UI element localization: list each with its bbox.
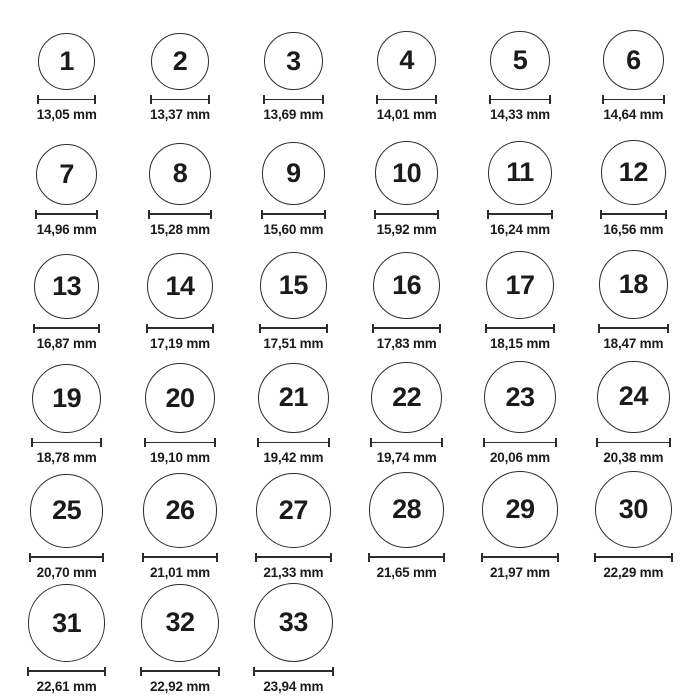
- ring-circle: [482, 471, 558, 547]
- ring-size-cell: [594, 467, 673, 581]
- ring-size-number: 22: [392, 382, 422, 413]
- ring-circle: [601, 140, 666, 205]
- ring-size-cell: [29, 467, 105, 581]
- diameter-measure-line: [37, 95, 96, 104]
- ring-size-cell: [370, 353, 443, 467]
- ring-size-cell: [257, 353, 330, 467]
- ring-size-number: 23: [505, 381, 535, 412]
- diameter-measure-line: [602, 95, 664, 104]
- ring-size-cell: [602, 10, 664, 124]
- ring-size-cell: [37, 10, 97, 124]
- diameter-label: 22,29 mm: [603, 564, 664, 580]
- ring-circle: [369, 472, 445, 548]
- ring-circle: [38, 33, 95, 90]
- diameter-label: 22,92 mm: [150, 679, 210, 694]
- ring-circle: [603, 30, 663, 90]
- diameter-measure-line: [485, 324, 555, 333]
- ring-size-number: 6: [626, 44, 641, 75]
- ring-size-number: 13: [52, 270, 82, 301]
- ring-size-number: 19: [52, 383, 82, 414]
- ring-size-number: 5: [512, 44, 528, 75]
- ring-circle: [264, 32, 322, 90]
- ring-size-cell: [253, 582, 334, 696]
- diameter-label: 19,74 mm: [376, 450, 437, 466]
- ring-size-cell: [31, 353, 102, 467]
- diameter-label: 18,78 mm: [36, 450, 97, 466]
- diameter-label: 21,97 mm: [490, 564, 550, 580]
- diameter-label: 18,15 mm: [490, 336, 550, 351]
- diameter-label: 14,96 mm: [36, 221, 97, 237]
- ring-circle: [143, 473, 217, 547]
- diameter-label: 19,42 mm: [263, 450, 324, 466]
- diameter-measure-line: [483, 438, 557, 447]
- diameter-label: 15,28 mm: [150, 221, 210, 237]
- diameter-label: 14,01 mm: [376, 107, 437, 123]
- ring-size-cell: [598, 239, 669, 353]
- ring-size-number: 29: [505, 494, 535, 525]
- diameter-measure-line: [148, 210, 212, 219]
- ring-size-cell: [489, 10, 551, 124]
- ring-size-number: 14: [165, 270, 195, 301]
- diameter-label: 13,05 mm: [36, 107, 97, 123]
- diameter-label: 22,61 mm: [36, 679, 97, 694]
- ring-circle: [30, 474, 104, 548]
- ring-size-number: 32: [165, 607, 195, 638]
- ring-circle: [28, 584, 106, 662]
- ring-size-number: 33: [278, 607, 308, 637]
- ring-size-cell: [150, 10, 210, 124]
- diameter-label: 20,38 mm: [603, 450, 664, 466]
- ring-circle: [595, 471, 672, 548]
- ring-size-number: 16: [392, 269, 422, 300]
- ring-size-number: 20: [165, 382, 195, 413]
- diameter-label: 17,51 mm: [263, 336, 324, 351]
- ring-size-number: 28: [392, 494, 422, 525]
- diameter-measure-line: [27, 667, 107, 676]
- ring-size-number: 17: [505, 269, 535, 300]
- diameter-label: 23,94 mm: [263, 679, 324, 694]
- ring-circle: [260, 252, 327, 319]
- diameter-label: 16,87 mm: [36, 336, 97, 351]
- diameter-measure-line: [376, 95, 437, 104]
- diameter-measure-line: [257, 438, 330, 447]
- ring-circle: [145, 363, 215, 433]
- diameter-measure-line: [263, 95, 323, 104]
- diameter-measure-line: [31, 438, 102, 447]
- diameter-label: 15,92 mm: [376, 221, 437, 237]
- ring-size-number: 21: [278, 382, 308, 413]
- diameter-measure-line: [35, 210, 98, 219]
- ring-size-cell: [35, 124, 98, 238]
- diameter-label: 17,19 mm: [150, 336, 210, 351]
- diameter-measure-line: [600, 210, 667, 219]
- ring-circle: [36, 144, 97, 205]
- ring-size-number: 24: [618, 381, 648, 412]
- diameter-label: 13,37 mm: [150, 107, 210, 123]
- ring-circle: [32, 364, 101, 433]
- diameter-measure-line: [150, 95, 210, 104]
- ring-size-number: 15: [278, 270, 308, 301]
- ring-size-cell: [259, 239, 328, 353]
- ring-circle: [34, 254, 99, 319]
- diameter-label: 20,06 mm: [490, 450, 550, 466]
- ring-size-number: 2: [172, 45, 188, 76]
- ring-circle: [256, 473, 331, 548]
- ring-circle: [147, 253, 213, 319]
- ring-size-number: 11: [506, 157, 534, 188]
- ring-circle: [377, 31, 436, 90]
- ring-size-number: 31: [52, 607, 82, 638]
- ring-size-cell: [261, 124, 326, 238]
- diameter-measure-line: [370, 438, 443, 447]
- ring-size-number: 8: [172, 158, 188, 189]
- diameter-measure-line: [596, 438, 671, 447]
- ring-size-number: 27: [278, 494, 308, 525]
- ring-size-cell: [148, 124, 212, 238]
- ring-size-cell: [485, 239, 555, 353]
- ring-size-cell: [481, 467, 559, 581]
- ring-size-number: 25: [52, 495, 82, 526]
- diameter-measure-line: [594, 553, 673, 562]
- ring-size-cell: [255, 467, 332, 581]
- ring-size-cell: [33, 239, 100, 353]
- diameter-measure-line: [140, 667, 220, 676]
- diameter-measure-line: [372, 324, 441, 333]
- ring-size-number: 30: [618, 493, 648, 524]
- diameter-label: 14,33 mm: [490, 107, 550, 123]
- ring-size-cell: [146, 239, 214, 353]
- diameter-label: 14,64 mm: [603, 107, 664, 123]
- ring-size-number: 1: [59, 46, 74, 77]
- ring-size-cell: [487, 124, 553, 238]
- diameter-measure-line: [261, 210, 326, 219]
- ring-size-cell: [374, 124, 439, 238]
- ring-size-cell: [27, 582, 107, 696]
- diameter-label: 16,56 mm: [603, 221, 664, 237]
- diameter-label: 21,01 mm: [150, 564, 210, 580]
- ring-size-cell: [140, 582, 220, 696]
- ring-circle: [151, 33, 209, 91]
- ring-size-cell: [483, 353, 557, 467]
- ring-circle: [141, 584, 219, 662]
- ring-size-cell: [376, 10, 437, 124]
- ring-circle: [486, 251, 554, 319]
- diameter-measure-line: [481, 553, 559, 562]
- ring-circle: [262, 142, 325, 205]
- diameter-label: 21,33 mm: [263, 564, 324, 580]
- diameter-measure-line: [29, 553, 105, 562]
- diameter-label: 13,69 mm: [263, 107, 324, 123]
- diameter-label: 20,70 mm: [36, 564, 97, 580]
- ring-size-number: 26: [165, 495, 195, 526]
- ring-size-cell: [372, 239, 441, 353]
- ring-size-number: 18: [618, 269, 648, 300]
- ring-size-cell: [600, 124, 667, 238]
- ring-size-cell: [142, 467, 218, 581]
- diameter-measure-line: [146, 324, 214, 333]
- diameter-label: 18,47 mm: [603, 336, 664, 351]
- ring-size-number: 4: [399, 45, 414, 76]
- ring-size-cell: [263, 10, 323, 124]
- ring-size-number: 10: [392, 157, 422, 188]
- ring-circle: [258, 363, 329, 434]
- ring-size-number: 12: [618, 156, 648, 187]
- ring-size-cell: [368, 467, 446, 581]
- diameter-label: 16,24 mm: [490, 221, 550, 237]
- ring-size-number: 3: [286, 45, 301, 76]
- ring-circle: [254, 583, 333, 662]
- ring-circle: [488, 141, 552, 205]
- ring-circle: [490, 31, 550, 91]
- diameter-label: 15,60 mm: [263, 221, 324, 237]
- diameter-label: 17,83 mm: [376, 336, 437, 351]
- diameter-measure-line: [368, 553, 446, 562]
- diameter-label: 21,65 mm: [376, 564, 437, 580]
- diameter-label: 19,10 mm: [150, 450, 210, 466]
- diameter-measure-line: [598, 324, 669, 333]
- ring-size-cell: [596, 353, 671, 467]
- ring-size-number: 9: [286, 157, 301, 188]
- diameter-measure-line: [487, 210, 553, 219]
- ring-circle: [597, 361, 670, 434]
- diameter-measure-line: [374, 210, 439, 219]
- diameter-measure-line: [33, 324, 100, 333]
- diameter-measure-line: [255, 553, 332, 562]
- ring-size-cell: [144, 353, 216, 467]
- ring-circle: [375, 141, 438, 204]
- diameter-measure-line: [142, 553, 218, 562]
- ring-circle: [484, 361, 556, 433]
- ring-circle: [599, 250, 668, 319]
- diameter-measure-line: [144, 438, 216, 447]
- ring-circle: [373, 252, 440, 319]
- diameter-measure-line: [259, 324, 328, 333]
- ring-circle: [371, 362, 442, 433]
- diameter-measure-line: [253, 667, 334, 676]
- ring-size-number: 7: [59, 158, 74, 189]
- diameter-measure-line: [489, 95, 551, 104]
- ring-circle: [149, 143, 211, 205]
